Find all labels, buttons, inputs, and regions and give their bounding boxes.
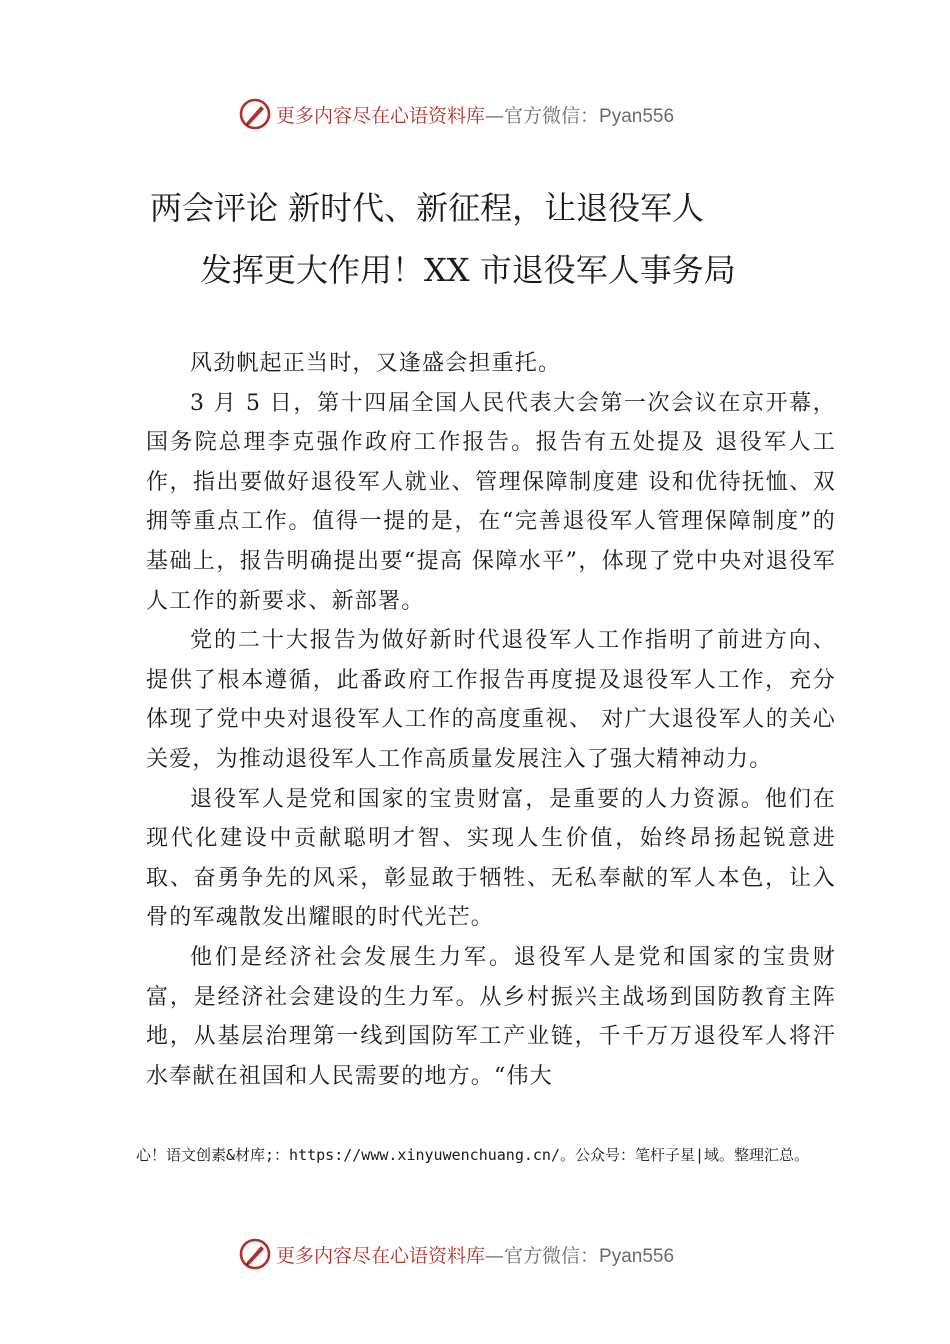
source-note: 心！语文创素&材库;：https://www.xinyuwenchuang.cn/。公众号：笔杆子星|域。整理汇总。 [136,1146,810,1164]
pen-seal-logo-icon [238,97,272,131]
article-body [146,344,836,1096]
document-title-line-1: 两会评论 新时代、新征程，让退役军人 [150,189,705,227]
banner-dash: — [485,1244,505,1267]
banner-official-label: 官方微信： [504,104,600,127]
document-title-line-2: 发挥更大作用！XX 市退役军人事务局 [200,251,736,289]
banner-wechat-id: Pyan556 [599,1245,675,1267]
banner-main-text: 更多内容尽在心语资料库 [276,1244,486,1267]
paragraph: 他们是经济社会发展生力军。退役军人是党和国家的宝贵财富，是经济社会建设的生力军。从乡村振兴主战场到国防教育主阵地，从基层治理第一线到国防军工产业链，千千万万退役军人将汗水奉献在祖国和人民需要的地方。“伟大 [146,944,836,1089]
pen-seal-logo-icon [238,1237,272,1271]
footer-banner [238,1236,738,1272]
banner-main-text: 更多内容尽在心语资料库 [276,104,486,127]
paragraph: 3 月 5 日，第十四届全国人民代表大会第一次会议在京开幕，国务院总理李克强作政府工作报告。报告有五处提及 退役军人工作，指出要做好退役军人就业、管理保障制度建 设和优待抚恤、双拥等重点工作。值得一提的是，在“完善退役军人管理保障制度”的基础上，报告明确提出要“提高 保障水平”，体现了党中央对退役军人工作的新要求、新部署。 [146,390,836,614]
banner-wechat-id: Pyan556 [599,105,675,127]
banner-official-label: 官方微信： [504,1244,600,1267]
paragraph: 党的二十大报告为做好新时代退役军人工作指明了前进方向、提供了根本遵循，此番政府工作报告再度提及退役军人工作，充分体现了党中央对退役军人工作的高度重视、 对广大退役军人的关心关爱，为推动退役军人工作高质量发展注入了强大精神动力。 [146,628,836,772]
banner-dash: — [485,104,505,127]
banner-text [276,1241,674,1268]
paragraph: 风劲帆起正当时，又逢盛会担重托。 [190,351,562,376]
paragraph: 退役军人是党和国家的宝贵财富，是重要的人力资源。他们在现代化建设中贡献聪明才智、实现人生价值，始终昂扬起锐意进取、奋勇争先的风采，彰显敢于牺牲、无私奉献的军人本色，让入骨的军魂散发出耀眼的时代光芒。 [146,786,836,931]
header-banner [238,96,738,132]
banner-text [276,101,674,128]
